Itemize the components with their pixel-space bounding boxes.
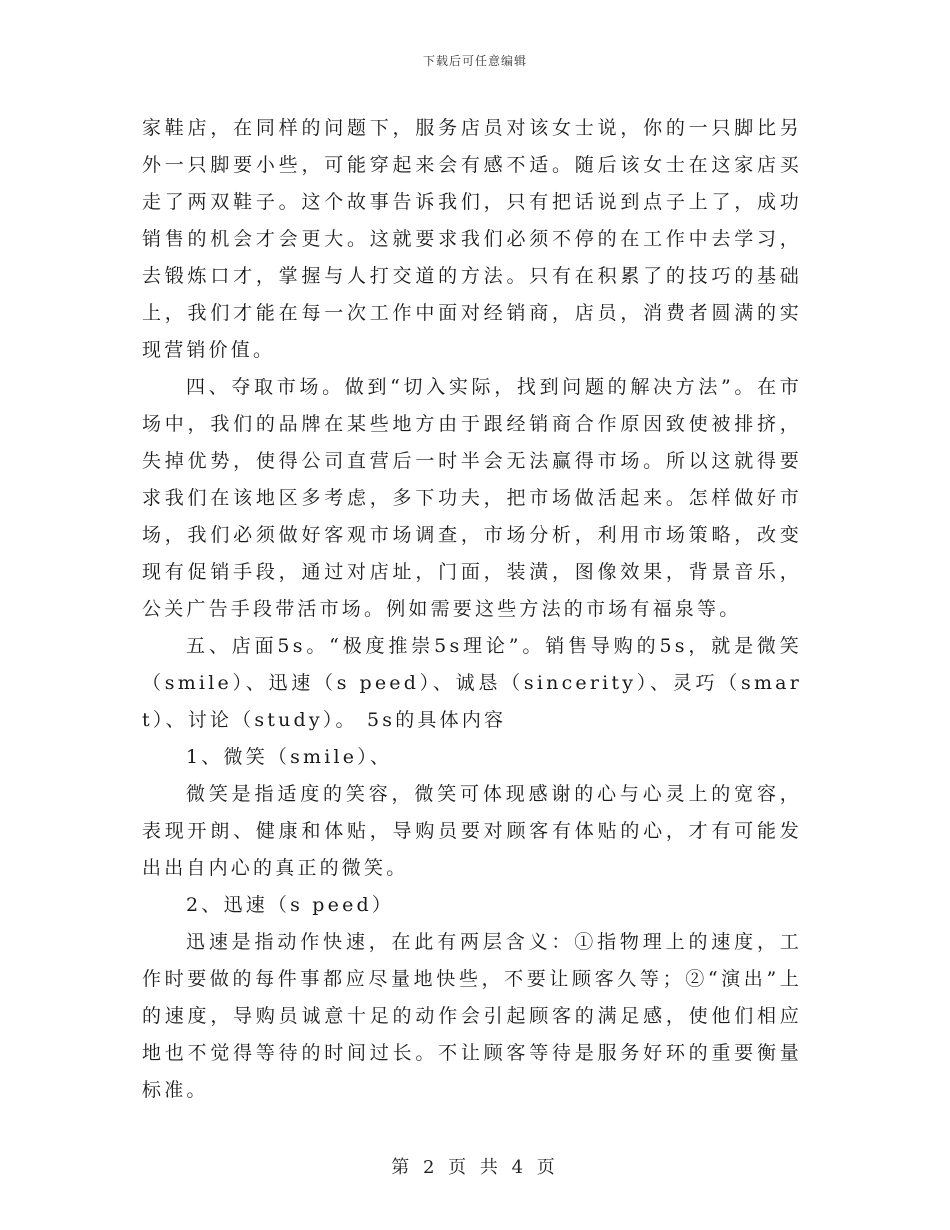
paragraph-section-four-market: 四、夺取市场。做到“切入实际，找到问题的解决方法”。在市场中，我们的品牌在某些地方由于跟经销商合作原因致使被排挤，失掉优势，使得公司直营后一时半会无法赢得市场。所以这就得要求我们在该地区多考虑，多下功夫，把市场做活起来。怎样做好市场，我们必须做好客观市场调查，市场分析，利用市场策略，改变现有促销手段，通过对店址，门面，装潢，图像效果，背景音乐，公关广告手段带活市场。例如需要这些方法的市场有福泉等。 bbox=[142, 376, 802, 620]
paragraph-smile: 微笑是指适度的笑容，微笑可体现感谢的心与心灵上的宽容，表现开朗、健康和体贴，导购员要对顾客有体贴的心，才有可能发出出自内心的真正的微笑。 bbox=[142, 783, 802, 879]
heading-smile: 1、微笑（smile）、 bbox=[186, 746, 393, 768]
document-body bbox=[142, 110, 802, 1109]
page-header: 下载后可任意编辑 bbox=[422, 54, 527, 68]
paragraph-section-five-5s: 五、店面5s。“极度推崇5s理论”。销售导购的5s，就是微笑（smile）、迅速（s peed）、诚恳（sincerity）、灵巧（smart）、讨论（study）。 5s的具体内容 bbox=[142, 635, 802, 731]
heading-speed: 2、迅速（s peed） bbox=[186, 894, 395, 916]
page-number-footer: 第 2 页 共 4 页 bbox=[391, 1157, 559, 1178]
paragraph-shoe-store-story: 家鞋店，在同样的问题下，服务店员对该女士说，你的一只脚比另外一只脚要小些，可能穿起来会有感不适。随后该女士在这家店买走了两双鞋子。这个故事告诉我们，只有把话说到点子上了，成功销售的机会才会更大。这就要求我们必须不停的在工作中去学习，去锻炼口才，掌握与人打交道的方法。只有在积累了的技巧的基础上，我们才能在每一次工作中面对经销商，店员，消费者圆满的实现营销价值。 bbox=[142, 117, 802, 361]
paragraph-speed: 迅速是指动作快速，在此有两层含义：①指物理上的速度，工作时要做的每件事都应尽量地快些，不要让顾客久等；②“演出”上的速度，导购员诚意十足的动作会引起顾客的满足感，使他们相应地也不觉得等待的时间过长。不让顾客等待是服务好环的重要衡量标准。 bbox=[142, 931, 802, 1101]
